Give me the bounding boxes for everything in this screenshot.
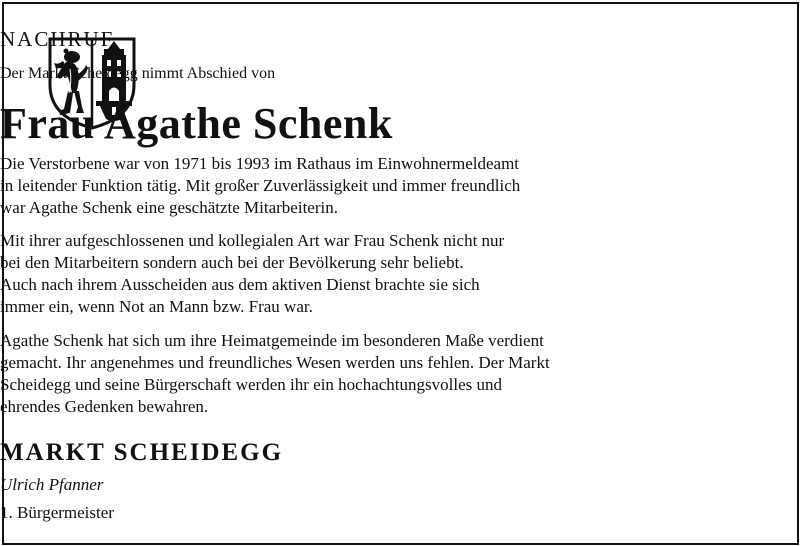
text-line: Agathe Schenk hat sich um ihre Heimatgemeinde im besonderen Maße verdient: [0, 331, 544, 350]
signer-name: Ulrich Pfanner: [0, 475, 104, 494]
text-line: bei den Mitarbeitern sondern auch bei der Bevölkerung sehr beliebt.: [0, 253, 464, 272]
text-line: Die Verstorbene war von 1971 bis 1993 im Rathaus im Einwohnermeldeamt: [0, 154, 520, 173]
text-line: immer ein, wenn Not an Mann bzw. Frau war.: [0, 297, 313, 316]
organization-name: MARKT SCHEIDEGG: [0, 439, 284, 466]
text-line: gemacht. Ihr angenehmes und freundliches Wesen werden uns fehlen. Der Markt: [0, 353, 550, 372]
paragraph-career: [0, 153, 800, 219]
text-line: in leitender Funktion tätig. Mit großer Zuverlässigkeit und immer freundlich: [0, 176, 521, 195]
text-line: Auch nach ihrem Ausscheiden aus dem aktiven Dienst brachte sie sich: [0, 275, 480, 294]
deceased-name: Frau Agathe Schenk: [0, 99, 393, 148]
paragraph-tribute: [0, 330, 800, 418]
text-line: Mit ihrer aufgeschlossenen und kollegialen Art war Frau Schenk nicht nur: [0, 231, 505, 250]
intro-line: Der Markt Scheidegg nimmt Abschied von: [0, 65, 276, 82]
paragraph-character: [0, 230, 800, 318]
text-line: Scheidegg und seine Bürgerschaft werden ihr ein hochachtungsvolles und: [0, 375, 502, 394]
signer-role: 1. Bürgermeister: [0, 503, 114, 522]
obituary-heading: NACHRUF: [0, 27, 115, 51]
text-line: ehrendes Gedenken bewahren.: [0, 397, 209, 416]
text-line: war Agathe Schenk eine geschätzte Mitarbeiterin.: [0, 198, 338, 217]
